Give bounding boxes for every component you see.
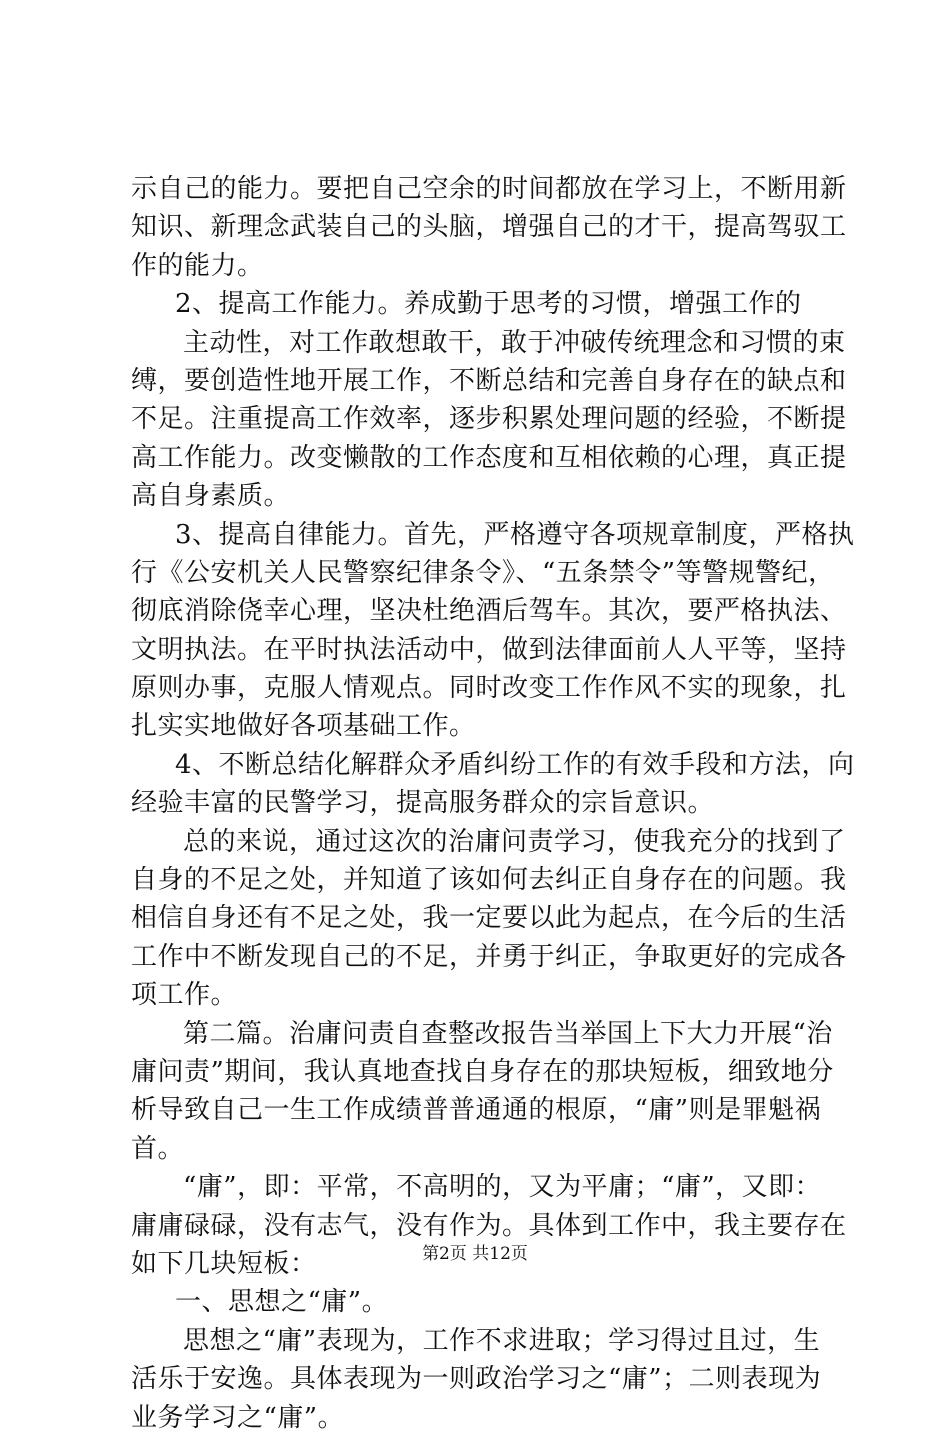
text-line: 庸问责”期间，我认真地查找自身存在的那块短板，细致地分 [131, 1056, 834, 1087]
text-line: 高自身素质。 [131, 481, 291, 512]
text-line: 作的能力。 [131, 250, 264, 281]
text-line: 如下几块短板： [131, 1248, 317, 1279]
text-line: 行《公安机关人民警察纪律条令》、“五条禁令”等警规警纪， [131, 557, 835, 588]
text-line: 扎实实地做好各项基础工作。 [131, 711, 476, 742]
text-line: 活乐于安逸。具体表现为一则政治学习之“庸”；二则表现为 [131, 1364, 822, 1395]
text-line: 庸庸碌碌，没有志气，没有作为。具体到工作中，我主要存在 [131, 1210, 847, 1241]
paragraph-start-line: 4、不断总结化解群众矛盾纠纷工作的有效手段和方法，向 [175, 749, 855, 780]
text-line: 彻底消除侥幸心理，坚决杜绝酒后驾车。其次，要严格执法、 [131, 596, 847, 627]
text-line: 原则办事，克服人情观点。同时改变工作作风不实的现象，扎 [131, 673, 847, 704]
text-line: 工作中不断发现自己的不足，并勇于纠正，争取更好的完成各 [131, 941, 847, 972]
text-line: 高工作能力。改变懒散的工作态度和互相依赖的心理，真正提 [131, 442, 847, 473]
page-number-footer: 第2页 共12页 [422, 1244, 528, 1264]
paragraph-start-line: 第二篇。治庸问责自查整改报告当举国上下大力开展“治 [183, 1018, 833, 1049]
text-line: 自身的不足之处，并知道了该如何去纠正自身存在的问题。我 [131, 865, 847, 896]
section-heading: 一、思想之“庸”。 [175, 1287, 389, 1318]
text-line: 项工作。 [131, 980, 238, 1011]
text-line: 知识、新理念武装自己的头脑，增强自己的才干，提高驾驭工 [131, 212, 847, 243]
text-line: 相信自身还有不足之处，我一定要以此为起点，在今后的生活 [131, 903, 847, 934]
text-line: 经验丰富的民警学习，提高服务群众的宗旨意识。 [131, 788, 715, 819]
text-line: 不足。注重提高工作效率，逐步积累处理问题的经验，不断提 [131, 404, 847, 435]
paragraph-start-line: 2、提高工作能力。养成勤于思考的习惯，增强工作的 [175, 289, 802, 320]
paragraph-start-line: 3、提高自律能力。首先，严格遵守各项规章制度，严格执 [175, 519, 855, 550]
text-line: 业务学习之“庸”。 [131, 1402, 345, 1433]
text-line: 缚，要创造性地开展工作，不断总结和完善自身存在的缺点和 [131, 365, 847, 396]
text-line: 文明执法。在平时执法活动中，做到法律面前人人平等，坚持 [131, 634, 847, 665]
paragraph-start-line: 思想之“庸”表现为，工作不求进取；学习得过且过，生 [183, 1325, 821, 1356]
text-line: 析导致自己一生工作成绩普普通通的根原，“庸”则是罪魁祸 [131, 1095, 822, 1126]
text-line: 示自己的能力。要把自己空余的时间都放在学习上，不断用新 [131, 174, 847, 204]
paragraph-start-line: “庸”，即：平常，不高明的，又为平庸；“庸”，又即： [183, 1172, 822, 1203]
text-line: 主动性，对工作敢想敢干，敢于冲破传统理念和习惯的束 [183, 327, 846, 358]
paragraph-start-line: 总的来说，通过这次的治庸问责学习，使我充分的找到了 [183, 826, 846, 857]
text-line: 首。 [131, 1133, 185, 1164]
